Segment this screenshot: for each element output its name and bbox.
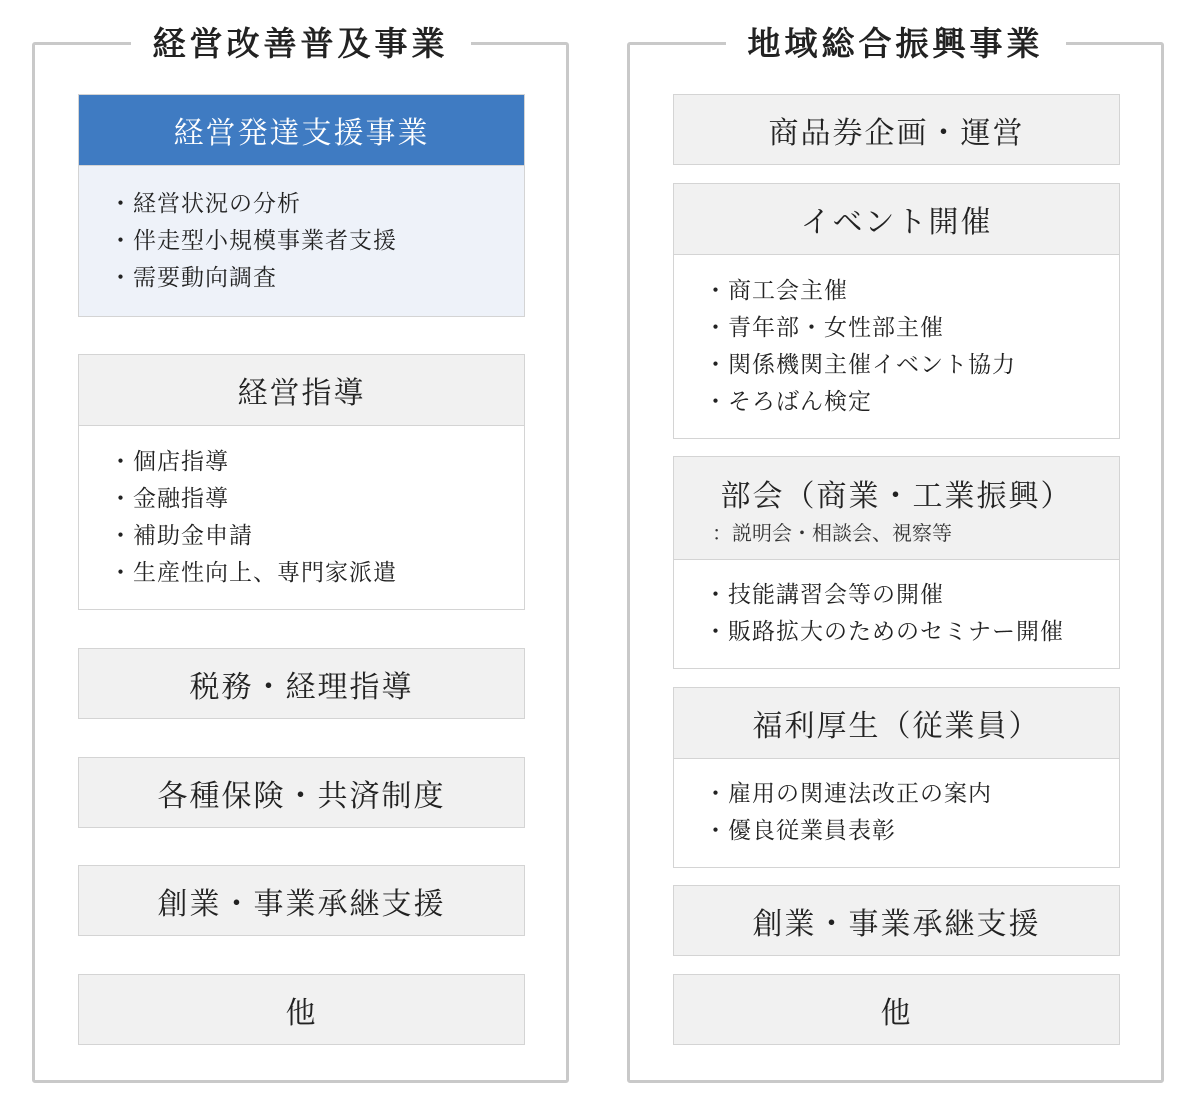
box-title: 創業・事業承継支援 [752, 906, 1041, 942]
list-item: ・ そろばん検定 [704, 384, 1119, 421]
list-item: ・ 優良従業員表彰 [704, 813, 1119, 850]
list-item: ・ 雇用の関連法改正の案内 [704, 776, 1119, 813]
list-item: ・ 技能講習会等の開催 [704, 577, 1119, 614]
box-title: 福利厚生（従業員） [752, 709, 1041, 744]
list-item: ・ 関係機関主催イベント協力 [704, 347, 1119, 384]
list-item: ・ 需要動向調査 [109, 260, 524, 297]
left-column-title: 経営改善普及事業 [131, 19, 471, 69]
box-header [79, 355, 524, 425]
box-title: 他 [880, 995, 913, 1031]
box-bukai [673, 456, 1120, 669]
box-event [673, 183, 1120, 439]
box-title: イベント開催 [800, 205, 993, 240]
list-item: ・ 販路拡大のためのセミナー開催 [704, 614, 1119, 651]
list-item: ・ 商工会主催 [704, 273, 1119, 310]
box-title: 経営指導 [237, 376, 366, 411]
list-item: ・ 経営状況の分析 [109, 186, 524, 223]
box-shouhinken [673, 94, 1120, 165]
box-fukuri [673, 687, 1120, 868]
box-body [79, 165, 524, 316]
box-sougyou-left [78, 865, 525, 936]
box-keiei-shidou [78, 354, 525, 610]
box-title: 部会（商業・工業振興） [720, 478, 1073, 514]
list-item: ・ 金融指導 [109, 481, 524, 518]
box-hoken [78, 757, 525, 828]
box-title: 商品券企画・運営 [768, 115, 1025, 151]
box-body [674, 758, 1119, 867]
left-column [32, 24, 569, 1083]
box-header [674, 95, 1119, 164]
box-title: 各種保険・共済制度 [157, 778, 446, 814]
box-header [674, 886, 1119, 955]
box-header [674, 184, 1119, 254]
box-body [674, 559, 1119, 668]
list-item: ・ 伴走型小規模事業者支援 [109, 223, 524, 260]
box-keiei-hattatsu [78, 94, 525, 317]
box-body [674, 254, 1119, 438]
box-other-left [78, 974, 525, 1045]
box-header [79, 975, 524, 1044]
list-item: ・ 青年部・女性部主催 [704, 310, 1119, 347]
box-header [79, 866, 524, 935]
box-sougyou-right [673, 885, 1120, 956]
box-header [79, 95, 524, 165]
box-header [79, 649, 524, 718]
box-title: 税務・経理指導 [189, 669, 414, 705]
list-item: ・ 補助金申請 [109, 518, 524, 555]
box-body [79, 425, 524, 609]
box-header [674, 457, 1119, 559]
box-subtitle: ：説明会・相談会、視察等 [712, 520, 952, 545]
box-header [674, 688, 1119, 758]
right-column-title: 地域総合振興事業 [726, 19, 1066, 69]
box-title: 他 [285, 995, 318, 1031]
right-column [627, 24, 1164, 1083]
box-other-right [673, 974, 1120, 1045]
list-item: ・ 個店指導 [109, 444, 524, 481]
list-item: ・ 生産性向上、専門家派遣 [109, 555, 524, 592]
box-header [674, 975, 1119, 1044]
box-zeimu [78, 648, 525, 719]
box-title: 創業・事業承継支援 [157, 886, 446, 922]
box-title: 経営発達支援事業 [173, 116, 430, 151]
box-header [79, 758, 524, 827]
